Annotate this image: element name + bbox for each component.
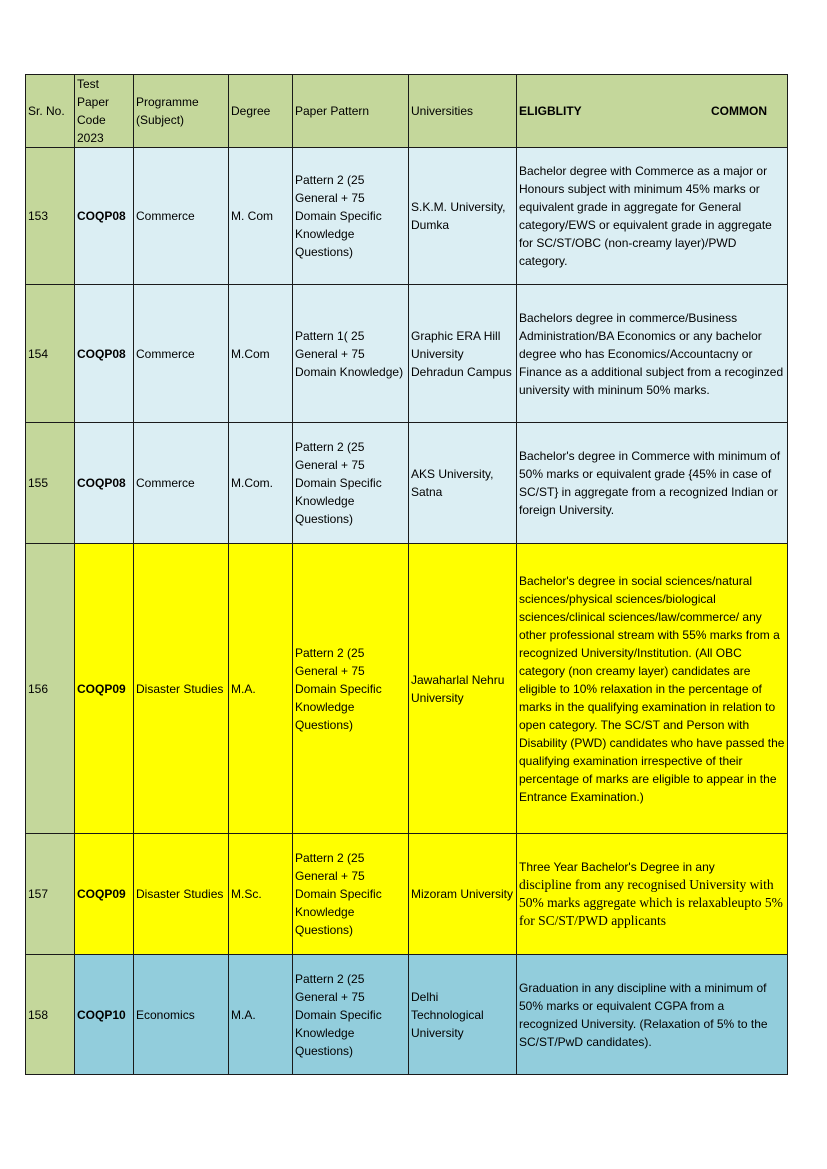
header-universities: Universities	[409, 75, 517, 148]
header-test-paper-code: Test Paper Code 2023	[75, 75, 134, 148]
header-degree: Degree	[229, 75, 293, 148]
university-cell: AKS University, Satna	[409, 423, 517, 544]
eligibility-rest: discipline from any recognised University with 50% marks aggregate which is relaxableupto 5% for SC/ST/PWD applicants	[519, 877, 783, 928]
degree-cell: M. Com	[229, 148, 293, 285]
header-paper-pattern: Paper Pattern	[293, 75, 409, 148]
code-cell: COQP09	[75, 544, 134, 834]
code-cell: COQP10	[75, 955, 134, 1075]
table-row	[26, 423, 788, 544]
programme-cell: Disaster Studies	[134, 544, 229, 834]
eligibility-cell: Bachelors degree in commerce/Business Administration/BA Economics or any bachelor degree who has Economics/Accountacny or Finance as a additional subject from a recoginzed university with mininum 50% marks.	[517, 285, 788, 423]
university-cell: Delhi Technological University	[409, 955, 517, 1075]
eligibility-cell: Graduation in any discipline with a minimum of 50% marks or equivalent CGPA from a recognized University. (Relaxation of 5% to the SC/ST/PwD candidates).	[517, 955, 788, 1075]
sr-no-cell: 153	[26, 148, 75, 285]
degree-cell: M.A.	[229, 544, 293, 834]
university-cell: S.K.M. University, Dumka	[409, 148, 517, 285]
table-row	[26, 544, 788, 834]
eligibility-lead: Three Year Bachelor's Degree in any	[519, 860, 715, 874]
programme-cell: Commerce	[134, 285, 229, 423]
pattern-cell: Pattern 2 (25 General + 75 Domain Specific Knowledge Questions)	[293, 544, 409, 834]
sr-no-cell: 156	[26, 544, 75, 834]
university-cell: Graphic ERA Hill University Dehradun Campus	[409, 285, 517, 423]
header-eligibility-label: ELIGBLITY	[519, 104, 582, 118]
programme-cell: Economics	[134, 955, 229, 1075]
sr-no-cell: 155	[26, 423, 75, 544]
table-row	[26, 834, 788, 955]
sr-no-cell: 158	[26, 955, 75, 1075]
programme-cell: Disaster Studies	[134, 834, 229, 955]
header-row	[26, 75, 788, 148]
degree-cell: M.A.	[229, 955, 293, 1075]
eligibility-cell: Bachelor degree with Commerce as a major or Honours subject with minimum 45% marks or equivalent grade in aggregate for General category/EWS or equivalent grade in aggregate for SC/ST/OBC (non-creamy layer)/PWD category.	[517, 148, 788, 285]
eligibility-table	[25, 74, 788, 1075]
eligibility-cell: Bachelor's degree in Commerce with minimum of 50% marks or equivalent grade {45% in case of SC/ST} in aggregate from a recognized Indian or foreign University.	[517, 423, 788, 544]
degree-cell: M.Com.	[229, 423, 293, 544]
pattern-cell: Pattern 2 (25 General + 75 Domain Specific Knowledge Questions)	[293, 423, 409, 544]
eligibility-cell	[517, 834, 788, 955]
pattern-cell: Pattern 2 (25 General + 75 Domain Specific Knowledge Questions)	[293, 955, 409, 1075]
header-common-label: COMMON	[711, 104, 767, 118]
pattern-cell: Pattern 1( 25 General + 75 Domain Knowledge)	[293, 285, 409, 423]
degree-cell: M.Com	[229, 285, 293, 423]
pattern-cell: Pattern 2 (25 General + 75 Domain Specific Knowledge Questions)	[293, 148, 409, 285]
header-programme: Programme (Subject)	[134, 75, 229, 148]
code-cell: COQP08	[75, 423, 134, 544]
sr-no-cell: 157	[26, 834, 75, 955]
pattern-cell: Pattern 2 (25 General + 75 Domain Specific Knowledge Questions)	[293, 834, 409, 955]
header-sr-no: Sr. No.	[26, 75, 75, 148]
code-cell: COQP09	[75, 834, 134, 955]
table-row	[26, 148, 788, 285]
sr-no-cell: 154	[26, 285, 75, 423]
programme-cell: Commerce	[134, 148, 229, 285]
table-row	[26, 285, 788, 423]
header-eligibility	[517, 75, 788, 148]
university-cell: Mizoram University	[409, 834, 517, 955]
degree-cell: M.Sc.	[229, 834, 293, 955]
eligibility-cell: Bachelor's degree in social sciences/natural sciences/physical sciences/biological sciences/clinical sciences/law/commerce/ any other professional stream with 55% marks from a recognized University/Institution. (All OBC category (non creamy layer) candidates are eligible to 10% relaxation in the percentage of marks in the qualifying examination in relation to open category. The SC/ST and Person with Disability (PWD) candidates who have passed the qualifying examination irrespective of their percentage of marks are eligible to appear in the Entrance Examination.)	[517, 544, 788, 834]
code-cell: COQP08	[75, 148, 134, 285]
code-cell: COQP08	[75, 285, 134, 423]
university-cell: Jawaharlal Nehru University	[409, 544, 517, 834]
table-row	[26, 955, 788, 1075]
programme-cell: Commerce	[134, 423, 229, 544]
